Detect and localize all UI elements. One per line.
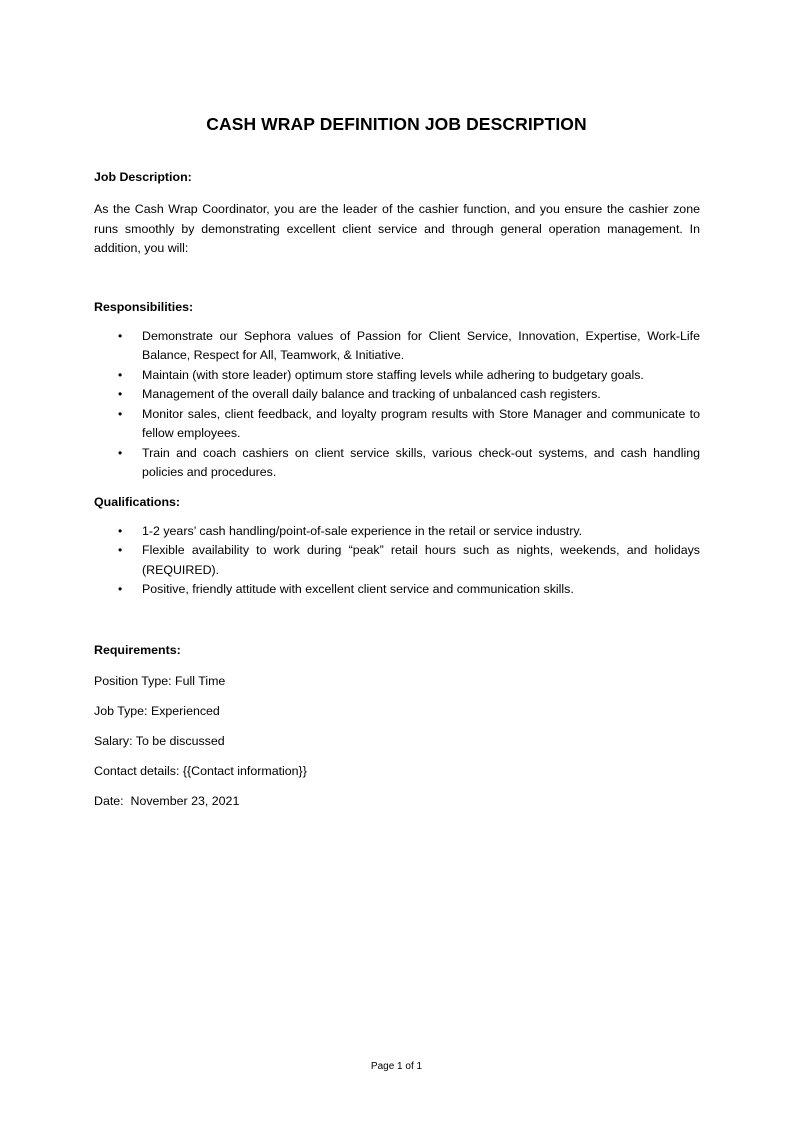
requirements-heading: Requirements: (94, 642, 181, 657)
job-description-text: As the Cash Wrap Coordinator, you are the leader of the cashier function, and you ensure the cashier zone runs smoothly by demonstrating excellent client service and through general operation management. In addition, you will: (94, 202, 700, 255)
responsibilities-heading: Responsibilities: (94, 299, 194, 314)
list-item-text: 1-2 years’ cash handling/point-of-sale experience in the retail or service industry. (142, 523, 583, 538)
list-item-text: Flexible availability to work during “peak” retail hours such as nights, weekends, and holidays (REQUIRED). (142, 543, 700, 577)
list-item-text: Demonstrate our Sephora values of Passion for Client Service, Innovation, Expertise, Work-Life Balance, Respect for All, Teamwork, & Initiative. (142, 328, 700, 362)
position-type: Position Type: Full Time (94, 673, 226, 688)
page-footer: Page 1 of 1 (370, 1061, 423, 1072)
job-description-heading: Job Description: (94, 170, 192, 184)
bullet-icon: • (118, 367, 123, 382)
bullet-icon: • (118, 543, 123, 557)
list-item (94, 405, 700, 444)
list-item (94, 327, 700, 366)
list-item-text: Positive, friendly attitude with excellent client service and communication skills. (142, 582, 574, 596)
bullet-icon: • (118, 328, 123, 343)
list-item-text: Management of the overall daily balance and tracking of unbalanced cash registers. (142, 387, 601, 401)
bullet-icon: • (118, 445, 123, 460)
list-item (94, 444, 700, 483)
list-item (94, 522, 700, 542)
qualifications-list (94, 522, 700, 600)
salary: Salary: To be discussed (94, 733, 225, 748)
responsibilities-list (94, 327, 700, 483)
list-item (94, 541, 700, 580)
list-item-text: Monitor sales, client feedback, and loyalty program results with Store Manager and communicate to fellow employees. (142, 406, 700, 440)
date: Date: November 23, 2021 (94, 793, 240, 808)
document-title: CASH WRAP DEFINITION JOB DESCRIPTION (206, 114, 587, 134)
bullet-icon: • (118, 387, 123, 401)
list-item (94, 580, 700, 600)
list-item (94, 366, 700, 386)
list-item-text: Train and coach cashiers on client service skills, various check-out systems, and cash handling policies and procedures. (142, 445, 700, 479)
bullet-icon: • (118, 406, 123, 421)
document-body (94, 168, 700, 811)
bullet-icon: • (118, 523, 123, 538)
job-type: Job Type: Experienced (94, 703, 220, 718)
list-item (94, 385, 700, 405)
qualifications-heading: Qualifications: (94, 494, 181, 509)
list-item-text: Maintain (with store leader) optimum store staffing levels while adhering to budgetary goals. (142, 367, 644, 382)
contact-details: Contact details: {{Contact information}} (94, 763, 307, 778)
bullet-icon: • (118, 582, 123, 596)
